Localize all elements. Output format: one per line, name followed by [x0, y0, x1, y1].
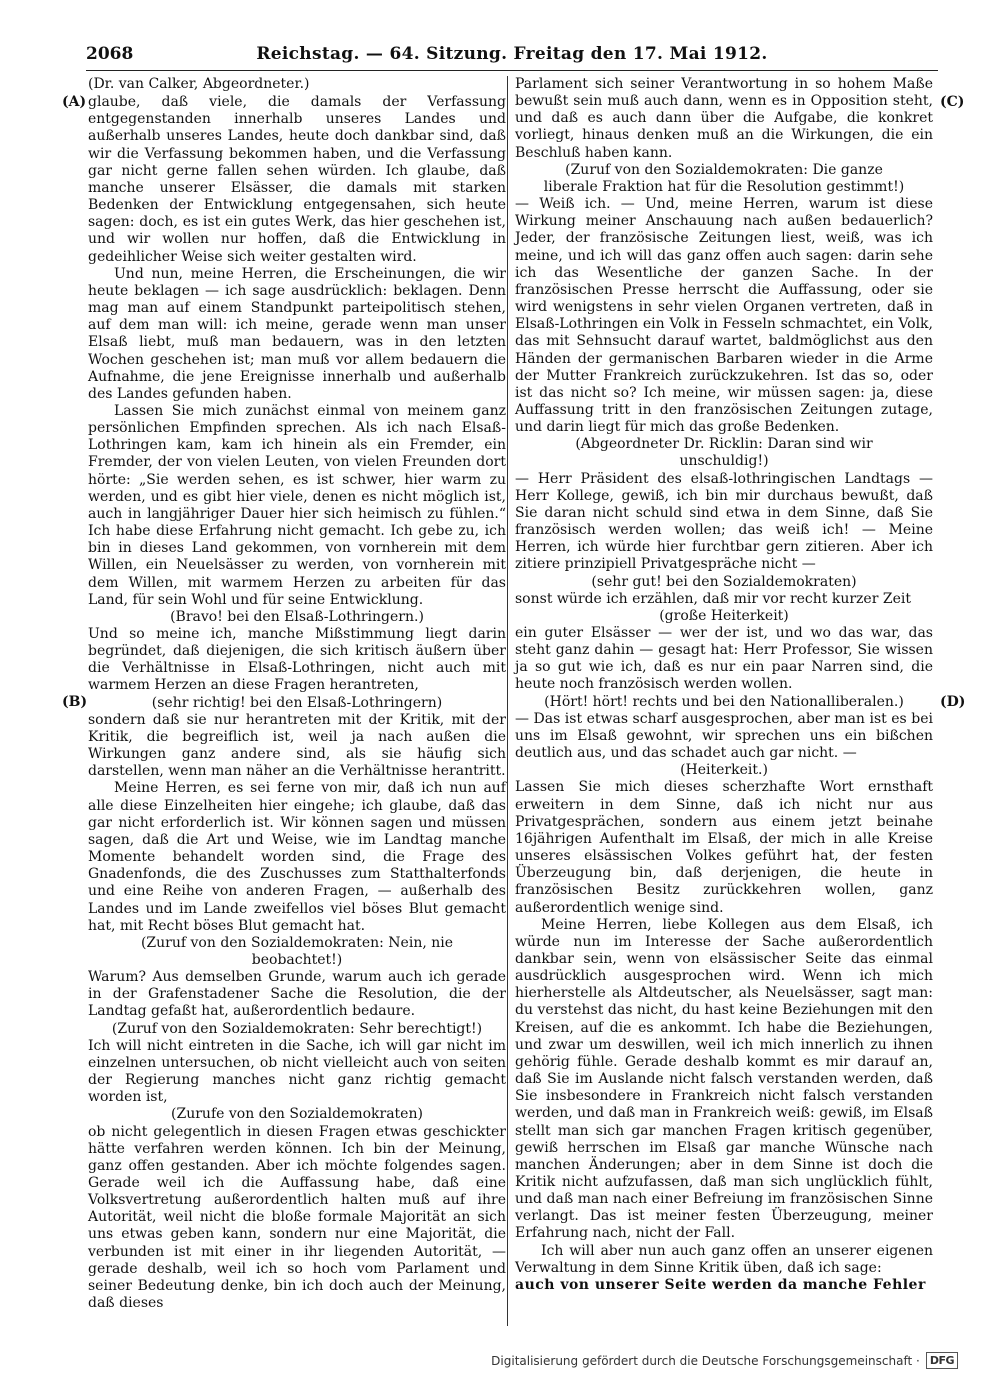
- paragraph: ein guter Elsässer — wer der ist, und wo das war, das steht ganz dahin — gesagt hat: Herr Professor, Sie wissen ja so gut wie ich, daß es nur ein paar Narren sind, die heute noch französisch werden wollen.: [515, 625, 933, 693]
- paragraph: Lassen Sie mich dieses scherzhafte Wort ernsthaft erweitern in dem Sinne, daß ich nicht nur aus Privatgesprächen, sondern aus einem jetzt beinahe 16jährigen Aufenthalt im Elsaß, der mich in alle Kreise unseres elsässischen Volkes geführt hat, der festen Überzeugung bin, daß derjenigen, die heute in französischen Besitz zurückkehren wollen, ganz außerordentlich wenige sind.: [515, 779, 933, 916]
- paragraph: sondern daß sie nur herantreten mit der Kritik, mit der Kritik, die begreiflich ist, weil ja nach außen die Wirkungen ganz andere sind, als sie häufig sich darstellen, wenn man näher an die Verhältnisse herantritt.: [88, 711, 506, 780]
- interjection: (Zuruf von den Sozialdemokraten: Nein, nie beobachtet!): [140, 934, 454, 968]
- paragraph: sonst würde ich erzählen, daß mir vor recht kurzer Zeit: [515, 590, 911, 607]
- paragraph: Meine Herren, liebe Kollegen aus dem Elsaß, ich würde nun im Interesse der Sache außerordentlich dankbar sein, wenn von elsässischer Seite das einmal ausdrücklich ausgesprochen wird. Wenn ich mich hierherstelle als Altdeutscher, als Neuelsässer, sagt man: du verstehst das nicht, du hast keine Beziehungen mit den Kreisen, auf die es ankommt. Ich habe die Beziehungen, und zwar um deswillen, weil ich mich innerlich zu ihnen gehörig fühle. Gerade deshalb kommt es mir darauf an, daß Sie im Auslande nicht falsch verstanden werden, daß Sie insbesondere in Frankreich nicht falsch verstanden werden, und daß man in Frankreich weiß: gewiß, im Elsaß stellt man sich gar manchen Fragen kritisch gegenüber, gewiß herrschen im Elsaß gar manche Wünsche nach manchen Änderungen; aber in dem Sinne ist doch die Kritik nicht aufzufassen, daß man sich unglücklich fühlt, und daß man nach einer Befreiung im französischen Sinne verlangt. Das ist meiner festen Überzeugung, meiner Erfahrung nach, nicht der Fall.: [515, 916, 933, 1242]
- paragraph: glaube, daß viele, die damals der Verfassung entgegenstanden innerhalb unseres Landes und außerhalb unseres Landes, heute doch dankbar sind, daß wir die Verfassung bekommen haben, und die Verfassung gar nicht gerne fallen sehen würden. Ich glaube, daß manche unserer Elsässer, die damals mit starken Bedenken der Entwicklung entgegensahen, sich heute sagen: doch, es ist ein gutes Werk, das hier geschehen ist, und wir wollen nur hoffen, daß die Entwicklung in gedeihlicher Weise sich weiter gestalten wird.: [88, 94, 506, 265]
- paragraph: ob nicht gelegentlich in diesen Fragen etwas geschickter hätte verfahren werden können. Ich bin der Meinung, ganz offen gestanden. Aber ich möchte folgendes sagen. Gerade weil ich die Auffassung habe, daß eine Volksvertretung außerordentlich halten muß auf ihre Autorität, weil nicht die bloße formale Majorität an sich uns etwas geben kann, sondern nur eine Majorität, die verbunden ist mit einer in ihr liegenden Autorität, — gerade deshalb, weil ich so hoch vom Parlament und seiner Bedeutung denke, bin ich doch auch der Meinung, daß dieses: [88, 1123, 506, 1312]
- running-head: Reichstag. — 64. Sitzung. Freitag den 17. Mai 1912.: [256, 44, 768, 64]
- interjection: (Heiterkeit.): [680, 762, 768, 779]
- credit-text: Digitalisierung gefördert durch die Deutsche Forschungsgemeinschaft ·: [491, 1353, 920, 1368]
- paragraph: Warum? Aus demselben Grunde, warum auch ich gerade in der Grafenstadener Sache die Resolution, die der Landtag gefaßt hat, außerordentlich bedaure.: [88, 969, 506, 1020]
- paragraph: Und nun, meine Herren, die Erscheinungen, die wir heute beklagen — ich sage ausdrücklich: beklagen. Denn mag man auf einem Standpunkt parteipolitisch stehen, auf dem man will: ich meine, gerade wenn man unser Elsaß liebt, muß man bedauern, was in den letzten Wochen geschehen ist; man muß vor allem bedauern die Aufnahme, die jene Ereignisse innerhalb und außerhalb des Landes gefunden haben.: [88, 265, 506, 402]
- interjection: (Zuruf von den Sozialdemokraten: Sehr berechtigt!): [111, 1020, 483, 1037]
- speaker-label: (Dr. van Calker, Abgeordneter.): [88, 76, 310, 92]
- dfg-logo: DFG: [926, 1352, 958, 1369]
- header-rule: [86, 70, 938, 71]
- paragraph: Meine Herren, es sei ferne von mir, daß ich nun auf alle diese Einzelheiten hier eingehe; ich glaube, daß das gar nicht erforderlich ist. Wir können sagen und müssen sagen, daß die Art und Weise, wie im Landtag manche Momente behandelt worden sind, die Frage des Gnadenfonds, die des Zuschusses zum Statthalterfonds und eine Reihe von anderen Fragen, — außerhalb des Landes und im Lande zweifellos viel böses Blut gemacht hat, mit Recht böses Blut gemacht hat.: [88, 780, 506, 934]
- paragraph: Ich will nicht eintreten in die Sache, ich will gar nicht im einzelnen untersuchen, ob nicht vielleicht auch von seiten der Regierung manches nicht ganz richtig gemacht worden ist,: [88, 1037, 506, 1106]
- paragraph: Ich will aber nun auch ganz offen an unserer eigenen Verwaltung in dem Sinne Kritik üben, daß ich sage:: [515, 1242, 933, 1276]
- paragraph: Und so meine ich, manche Mißstimmung liegt darin begründet, daß diejenigen, die sich kritisch äußern über die Verhältnisse in Elsaß-Lothringen, nicht auch mit warmem Herzen an diese Fragen herantreten,: [88, 626, 506, 694]
- left-column: [88, 76, 506, 1312]
- margin-marker-d: (D): [940, 694, 966, 710]
- interjection: (Zuruf von den Sozialdemokraten: Die ganze liberale Fraktion hat für die Resolution gestimmt!): [543, 161, 905, 195]
- interjection: (Abgeordneter Dr. Ricklin: Daran sind wir unschuldig!): [575, 436, 873, 470]
- margin-marker-a: (A): [62, 94, 87, 110]
- digitization-credit: [491, 1352, 958, 1369]
- right-column: [515, 76, 933, 1294]
- interjection: (sehr gut! bei den Sozialdemokraten): [591, 573, 857, 590]
- interjection: (Hört! hört! rechts und bei den Nationalliberalen.): [544, 693, 904, 710]
- interjection: (Bravo! bei den Elsaß-Lothringern.): [170, 608, 424, 625]
- margin-marker-c: (C): [940, 94, 965, 110]
- margin-marker-b: (B): [62, 694, 88, 710]
- interjection: (Zurufe von den Sozialdemokraten): [171, 1106, 423, 1123]
- paragraph: — Herr Präsident des elsaß-lothringischen Landtags — Herr Kollege, gewiß, ich bin mir durchaus bewußt, daß Sie daran nicht schuld sind etwa in dem Sinne, daß Sie französisch werden wollen; das weiß ich! — Meine Herren, ich würde hier furchtbar gern zitieren. Aber ich zitiere prinzipiell Privatgespräche nicht —: [515, 470, 933, 573]
- paragraph: Lassen Sie mich zunächst einmal von meinem ganz persönlichen Empfinden sprechen. Als ich nach Elsaß-Lothringen kam, kam ich hinein als ein Fremder, ein Fremder, der von vielen Leuten, von vielen Freunden dort hörte: „Sie werden sehen, es ist schwer, hier warm zu werden, und es gibt hier viele, denen es nicht möglich ist, auch in langjähriger Dauer hier sich heimisch zu fühlen.“ Ich habe diese Erfahrung nicht gemacht. Ich gebe zu, ich bin in dieses Land gekommen, von vornherein mit dem Willen, ein Neuelsässer zu werden, von vornherein mit dem Willen, mit warmem Herzen zu arbeiten für das Land, für sein Wohl und für seine Entwicklung.: [88, 402, 506, 608]
- paragraph: — Das ist etwas scharf ausgesprochen, aber man ist es bei uns im Elsaß gewohnt, wir sprechen uns ein bißchen deutlich aus, und das schadet auch gar nicht. —: [515, 710, 933, 762]
- paragraph-emphasis: auch von unserer Seite werden da manche Fehler: [515, 1276, 926, 1293]
- column-divider: [507, 76, 508, 1326]
- paragraph: Parlament sich seiner Verantwortung in so hohem Maße bewußt sein muß auch dann, wenn es in Opposition steht, und daß es auch dann über die Aufgabe, die konkret vorliegt, hinaus denken muß an die Wirkungen, die ein Beschluß haben kann.: [515, 76, 933, 161]
- interjection: (sehr richtig! bei den Elsaß-Lothringern): [151, 694, 443, 711]
- paragraph: — Weiß ich. — Und, meine Herren, warum ist diese Wirkung meiner Anschauung nach außen bedauerlich? Jeder, der französische Zeitungen liest, weiß, was ich meine, und ich will das ganz offen auch sagen: darin sehe ich das Wesentliche der ganzen Sache. In der französischen Presse herrscht die Auffassung, oder sie wird wenigstens in sehr vielen Organen vertreten, daß in Elsaß-Lothringen ein Volk in Fesseln schmachtet, ein Volk, das mit Sehnsucht darauf wartet, baldmöglichst aus den Händen der germanischen Barbaren wieder in die Arme der Mutter Frankreich zurückzukehren. Ist das so, oder ist das nicht so? Ich meine, wir müssen sagen: ja, diese Auffassung tritt in den französischen Zeitungen zutage, und darin liegt für mich das große Bedenken.: [515, 196, 933, 436]
- page-number: 2068: [86, 44, 134, 64]
- page-header: [86, 44, 938, 70]
- interjection: (große Heiterkeit): [659, 607, 789, 624]
